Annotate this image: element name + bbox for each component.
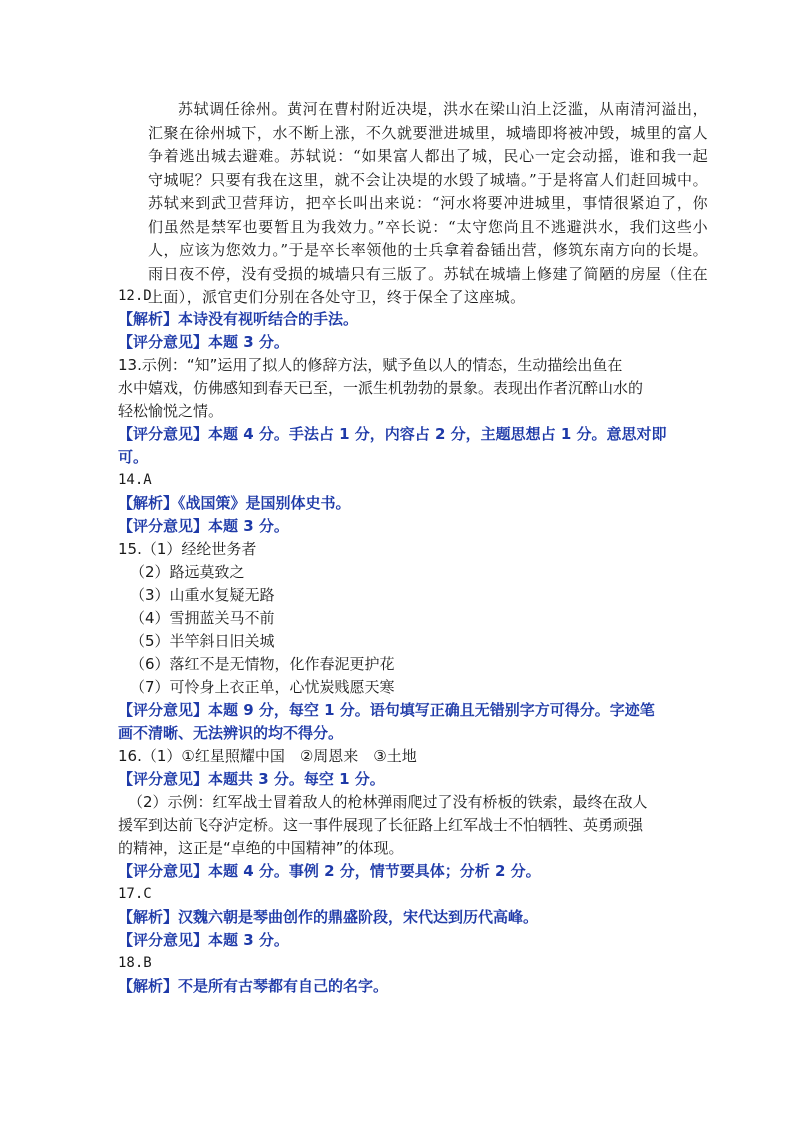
- q13-answer-line-1: 13.示例：“知”运用了拟人的修辞方法，赋予鱼以人的情态，生动描绘出鱼在: [118, 356, 623, 374]
- q17-answer: 17.C: [118, 886, 152, 902]
- q12-analysis: 【解析】本诗没有视听结合的手法。: [118, 310, 359, 328]
- q12-score: 【评分意见】本题 3 分。: [118, 333, 289, 351]
- q13-answer-line-3: 轻松愉悦之情。: [118, 402, 224, 420]
- q13-score-line-1: 【评分意见】本题 4 分。手法占 1 分，内容占 2 分，主题思想占 1 分。意思对即: [118, 425, 667, 443]
- q16-part-1: 16.（1）①红星照耀中国 ②周恩来 ③土地: [118, 747, 417, 765]
- q17-score: 【评分意见】本题 3 分。: [118, 931, 289, 949]
- q15-item-2: （2）路远莫致之: [130, 563, 245, 581]
- q18-analysis: 【解析】不是所有古琴都有自己的名字。: [118, 977, 389, 995]
- q15-score-line-1: 【评分意见】本题 9 分，每空 1 分。语句填写正确且无错别字方可得分。字迹笔: [118, 701, 655, 719]
- q14-answer: 14.A: [118, 472, 152, 488]
- q15-item-1: 15.（1）经纶世务者: [118, 540, 257, 558]
- q17-analysis: 【解析】汉魏六朝是琴曲创作的鼎盛阶段，宋代达到历代高峰。: [118, 908, 539, 926]
- q13-answer-line-2: 水中嬉戏，仿佛感知到春天已至，一派生机勃勃的景象。表现出作者沉醉山水的: [118, 379, 644, 397]
- q15-item-7: （7）可怜身上衣正单，心忧炭贱愿天寒: [130, 678, 395, 696]
- q16-score-2: 【评分意见】本题 4 分。事例 2 分，情节要具体；分析 2 分。: [118, 862, 541, 880]
- q14-score: 【评分意见】本题 3 分。: [118, 517, 289, 535]
- q15-item-5: （5）半竿斜日旧关城: [130, 632, 275, 650]
- q16-part-2-line-2: 援军到达前飞夺泸定桥。这一事件展现了长征路上红军战士不怕牺牲、英勇顽强: [118, 816, 644, 834]
- q15-item-6: （6）落红不是无情物，化作春泥更护花: [130, 655, 395, 673]
- q15-item-3: （3）山重水复疑无路: [130, 586, 275, 604]
- q16-score-1: 【评分意见】本题共 3 分。每空 1 分。: [118, 770, 385, 788]
- q14-analysis: 【解析】《战国策》是国别体史书。: [118, 494, 351, 512]
- q15-score-line-2: 画不清晰、无法辨识的均不得分。: [118, 724, 344, 742]
- q12-answer: 12.D: [118, 288, 152, 304]
- q16-part-2-line-1: （2）示例：红军战士冒着敌人的枪林弹雨爬过了没有桥板的铁索，最终在敌人: [128, 793, 648, 811]
- q18-answer: 18.B: [118, 955, 152, 971]
- translation-passage: 苏轼调任徐州。黄河在曹村附近决堤，洪水在梁山泊上泛滥，从南清河溢出，汇聚在徐州城下，水不断上涨，不久就要泄进城里，城墙即将被冲毁，城里的富人争着逃出城去避难。苏轼说：“如果富人都出了城，民心一定会动摇，谁和我一起守城呢？只要有我在这里，就不会让决堤的水毁了城墙。”于是将富人们赶回城中。苏轼来到武卫营拜访，把卒长叫出来说：“河水将要冲进城里，事情很紧迫了，你们虽然是禁军也要暂且为我效力。”卒长说：“太守您尚且不逃避洪水，我们这些小人，应该为您效力。”于是卒长率领他的士兵拿着畚锸出营，修筑东南方向的长堤。雨日夜不停，没有受损的城墙只有三版了。苏轼在城墙上修建了简陋的房屋（住在上面），派官吏们分别在各处守卫，终于保全了这座城。: [148, 100, 708, 306]
- q15-item-4: （4）雪拥蓝关马不前: [130, 609, 275, 627]
- q13-score-line-2: 可。: [118, 448, 149, 466]
- q16-part-2-line-3: 的精神，这正是“卓绝的中国精神”的体现。: [118, 839, 404, 857]
